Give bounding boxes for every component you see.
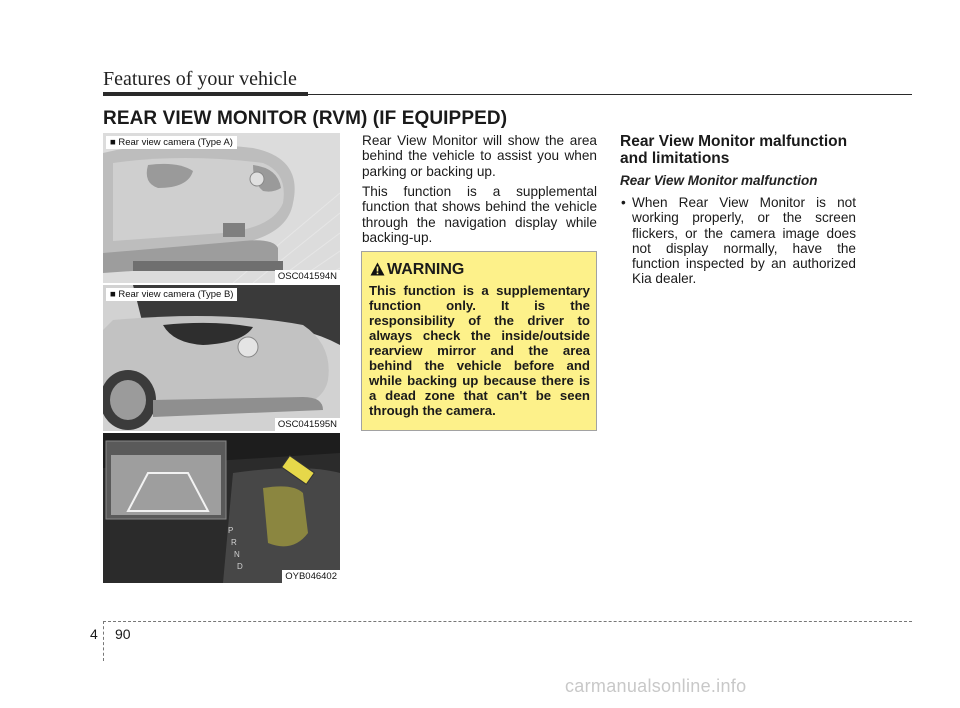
figure-caption: ■ Rear view camera (Type B) bbox=[106, 288, 237, 301]
intro-paragraph: This function is a supplemental function that shows behind the vehicle through the navigation display while backing-up. bbox=[362, 184, 597, 245]
figure-code: OSC041594N bbox=[275, 270, 340, 283]
warning-box bbox=[361, 251, 597, 431]
warning-text: This function is a supplementary function only. It is the responsibility of the driver to always check the inside/outside rearview mirror and the area behind the vehicle before and while backing up because there is a dead zone that can't be seen through the camera. bbox=[369, 283, 590, 418]
section-title: REAR VIEW MONITOR (RVM) (IF EQUIPPED) bbox=[103, 108, 508, 129]
svg-text:R: R bbox=[231, 538, 237, 547]
watermark: carmanualsonline.info bbox=[565, 676, 747, 696]
page-number: 90 bbox=[115, 626, 131, 642]
header-rule bbox=[103, 92, 308, 96]
chapter-number: 4 bbox=[90, 626, 98, 642]
list-item-text: When Rear View Monitor is not working properly, or the screen flickers, or the camera image does not display normally, have the function inspected by an authorized Kia dealer. bbox=[632, 195, 856, 287]
svg-text:N: N bbox=[234, 550, 240, 559]
malfunction-bullet-list bbox=[620, 195, 856, 287]
sedan-rear-illustration bbox=[103, 133, 340, 283]
figure-display-shifter bbox=[103, 433, 340, 583]
hatchback-rear-illustration bbox=[103, 285, 340, 431]
bullet-dot-icon: • bbox=[621, 195, 626, 210]
footer-divider bbox=[103, 621, 104, 661]
figure-camera-type-a bbox=[103, 133, 340, 283]
warning-triangle-icon bbox=[370, 262, 385, 276]
malfunction-title: Rear View Monitor malfunction and limitations bbox=[620, 133, 848, 167]
figure-code: OSC041595N bbox=[275, 418, 340, 431]
intro-paragraph: Rear View Monitor will show the area behind the vehicle to assist you when parking or backing up. bbox=[362, 133, 597, 179]
figure-code: OYB046402 bbox=[282, 570, 340, 583]
warning-heading: WARNING bbox=[387, 261, 465, 278]
display-shifter-illustration bbox=[103, 433, 340, 583]
malfunction-subtitle: Rear View Monitor malfunction bbox=[620, 173, 818, 188]
chapter-title: Features of your vehicle bbox=[103, 68, 297, 90]
figure-camera-type-b bbox=[103, 285, 340, 431]
list-item bbox=[620, 195, 856, 287]
figure-caption: ■ Rear view camera (Type A) bbox=[106, 136, 237, 149]
footer-rule bbox=[103, 621, 912, 622]
svg-text:P: P bbox=[228, 526, 234, 535]
svg-text:D: D bbox=[237, 562, 243, 571]
header-rule-thin bbox=[308, 94, 912, 95]
